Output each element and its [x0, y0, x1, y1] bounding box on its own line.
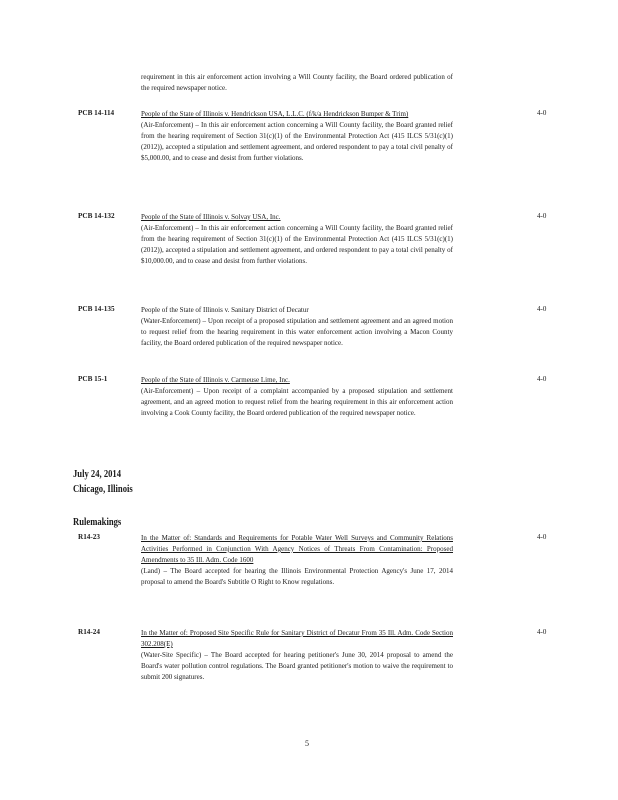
case-body	[141, 109, 453, 164]
case-title: People of the State of Illinois v. Solvay USA, Inc.	[141, 213, 281, 221]
case-title: In the Matter of: Standards and Requirements for Potable Water Well Surveys and Community Relations Activities Performed in Conjunction With Agency Notices of Threats From Contamination: Proposed Amendments to 35 Ill. Adm. Code 1600	[141, 534, 453, 564]
case-description: (Air-Enforcement) – In this air enforcement action concerning a Will County facility, the Board granted relief from the hearing requirement of Section 31(c)(1) of the Environmental Protection Act (415 ILCS 5/31(c)(1) (2012)), accepted a stipulation and settlement agreement, and ordered respondent to pay a total civil penalty of $10,000.00, and to cease and desist from further violations.	[141, 223, 453, 265]
case-number: R14-24	[78, 628, 100, 636]
page-number: 5	[305, 739, 309, 748]
vote-count: 4-0	[537, 375, 547, 383]
vote-count: 4-0	[537, 212, 547, 220]
case-title: People of the State of Illinois v. Sanitary District of Decatur	[141, 306, 309, 314]
meeting-location: Chicago, Illinois	[73, 484, 133, 495]
vote-count: 4-0	[537, 109, 547, 117]
case-description: (Water-Site Specific) – The Board accepted for hearing petitioner's June 30, 2014 proposal to amend the Board's water pollution control regulations. The Board granted petitioner's motion to waive the requirement to submit 200 signatures.	[141, 650, 453, 681]
vote-count: 4-0	[537, 305, 547, 313]
case-title: People of the State of Illinois v. Hendrickson USA, L.L.C. (f/k/a Hendrickson Bumper & Trim)	[141, 110, 409, 118]
section-heading-rulemakings: Rulemakings	[73, 517, 122, 528]
meeting-date: July 24, 2014	[73, 469, 122, 480]
case-number: R14-23	[78, 533, 100, 541]
case-number: PCB 14-132	[78, 212, 115, 220]
case-body	[141, 212, 453, 267]
case-description: (Air-Enforcement) – Upon receipt of a complaint accompanied by a proposed stipulation and settlement agreement, and an agreed motion to request relief from the hearing requirement in this air enforcement action involving a Cook County facility, the Board ordered publication of the required newspaper notice.	[141, 386, 453, 417]
case-body	[141, 533, 453, 588]
case-title: People of the State of Illinois v. Carmeuse Lime, Inc.	[141, 376, 290, 384]
case-description: (Water-Enforcement) – Upon receipt of a proposed stipulation and settlement agreement and an agreed motion to request relief from the hearing requirement in this water enforcement action involving a Macon County facility, the Board ordered publication of the required newspaper notice.	[141, 316, 453, 347]
case-title: In the Matter of: Proposed Site Specific Rule for Sanitary District of Decatur From 35 Ill. Adm. Code Section 302.208(E)	[141, 629, 453, 648]
case-number: PCB 14-114	[78, 109, 115, 117]
vote-count: 4-0	[537, 533, 547, 541]
continuation-text: requirement in this air enforcement action involving a Will County facility, the Board ordered publication of the required newspaper notice.	[141, 73, 453, 92]
case-description: (Land) – The Board accepted for hearing the Illinois Environmental Protection Agency's June 17, 2014 proposal to amend the Board's Subtitle O Right to Know regulations.	[141, 566, 453, 586]
case-number: PCB 14-135	[78, 305, 115, 313]
case-body	[141, 628, 453, 683]
case-body	[141, 375, 453, 419]
case-number: PCB 15-1	[78, 375, 108, 383]
case-description: (Air-Enforcement) – In this air enforcement action concerning a Will County facility, the Board granted relief from the hearing requirement of Section 31(c)(1) of the Environmental Protection Act (415 ILCS 5/31(c)(1) (2012)), accepted a stipulation and settlement agreement, and ordered respondent to pay a total civil penalty of $5,000.00, and to cease and desist from further violations.	[141, 120, 453, 162]
case-body	[141, 305, 453, 349]
vote-count: 4-0	[537, 628, 547, 636]
